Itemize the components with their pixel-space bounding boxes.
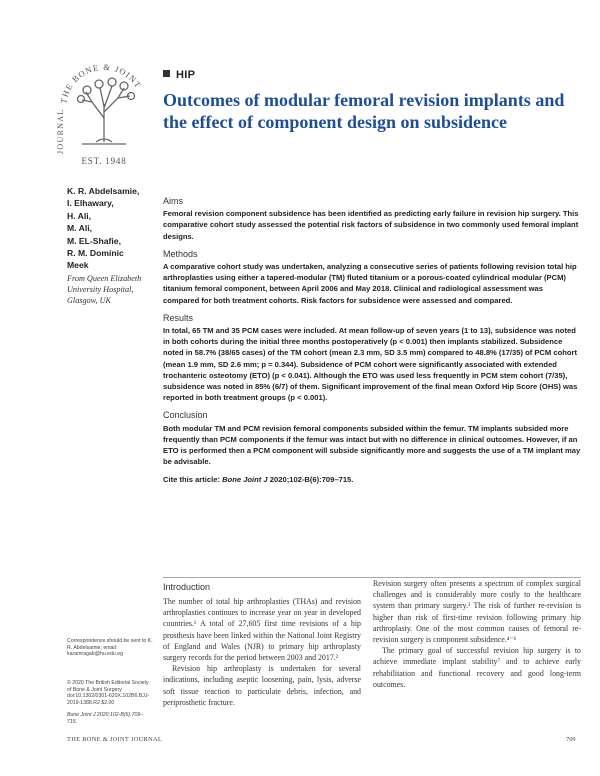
conclusion-text: Both modular TM and PCM revision femoral components subsided within the femur. TM implants subsided more frequently than PCM components if the femur was intact but with no difference in clinical outcomes. However, if an ETO is performed then a PCM component will subside significantly more and suggests the use of a TM implant may be advisable. [163, 423, 581, 467]
methods-heading: Methods [163, 248, 198, 259]
body-column-left [163, 596, 361, 708]
results-text: In total, 65 TM and 35 PCM cases were included. At mean follow-up of seven years (1 to 13), subsidence was noted in both cohorts during the initial three months postoperatively (p < 0.001) then implants stabilized. Subsidence noted in 58.7% (38/65 cases) of the TM cohort (mean 2.3 mm, SD 3.5 mm) compared to 48.8% (17/35) of PCM cohort (mean 1.9 mm, SD 2.6 mm; p = 0.344). Subsidence of PCM cohort were significantly associated with extended trochanteric osteotomy (ETO) (p < 0.041). Although the ETO was used less frequently in PCM stem cohort (7/35), subsidence was noted in 85% (6/7) of them. Significant improvement of the final mean Oxford Hip Score (OHS) was reported in both treatment groups (p < 0.001). [163, 326, 578, 403]
methods-text: A comparative cohort study was undertaken, analyzing a consecutive series of patients following revision total hip arthroplasties using either a tapered-modular (TM) fluted titanium or a porous-coated cylindrical modular (PCM) titanium femoral component, between April 2006 and May 2018. Clinical and radiological assessment was compared for both treatment cohorts. Risk factors for subsidence were assessed and compared. [163, 262, 577, 305]
seal-top-text: THE BONE & JOINT [58, 61, 144, 105]
footer-journal-name: THE BONE & JOINT JOURNAL [67, 736, 163, 743]
author: H. Ali, [67, 210, 92, 221]
cite-journal: Bone Joint J [222, 475, 268, 485]
seal-est-text: EST. 1948 [81, 156, 127, 166]
section-square-icon [163, 70, 170, 77]
author: R. M. Dominic [67, 248, 124, 259]
tree-icon [78, 78, 135, 144]
copyright-note: © 2020 The British Editorial Society of Bone & Joint Surgery doi:10.1302/0301-620X.102B6.BJJ-2019-1388.R2 $2.00 [67, 680, 150, 706]
svg-text:THE BONE & JOINT [58, 62, 144, 105]
aims-heading: Aims [163, 196, 183, 206]
author-list [67, 185, 162, 272]
aims-text: Femoral revision component subsidence has been identified as predicting early failure in revision hip surgery. This comparative cohort study assessed the potential risk factors of subsidence in two commonly used femoral implant designs. [163, 209, 579, 241]
cite-prefix: Cite this article: [163, 475, 220, 485]
author: M. EL-Shafie, [67, 235, 121, 246]
author: Meek [67, 260, 89, 271]
affiliation: From Queen Elizabeth University Hospital, Glasgow, UK [67, 274, 142, 306]
intro-paragraph-1: The number of total hip arthroplasties (THAs) and revision arthroplasties continues to increase year on year in developed countries.¹ A total of 27,605 first time revisions of a hip prosthesis have been linked within the National Joint Registry of England and Wales (NJR) to primary hip arthroplasty surgery records for the period between 2003 and 2017.² [163, 597, 361, 663]
journal-reference-note: Bone Joint J 2020;102-B(6):709–715. [67, 712, 144, 725]
section-label [163, 69, 195, 81]
cite-ref: 2020;102-B(6):709–715. [269, 475, 354, 485]
body-column-right [373, 578, 581, 690]
author: K. R. Abdelsamie, [67, 186, 140, 196]
citation [163, 474, 581, 485]
intro-paragraph-4: The primary goal of successful revision hip surgery is to achieve immediate implant stability⁷ and to achieve early rehabilitation and functional recovery and good long-term outcomes. [373, 646, 581, 689]
author: M. Ali, [67, 223, 92, 234]
results-heading: Results [163, 312, 194, 323]
page-number: 709 [566, 736, 576, 743]
introduction-heading: Introduction [163, 582, 211, 592]
intro-paragraph-3: Revision surgery often presents a spectrum of complex surgical challenges and is considerably more costly to the healthcare system than primary surgery.³ The risk of further re-revision is higher than risk of first-time revision following primary hip arthroplasty. One of the most common causes of femoral re-revision surgery is component subsidence.⁴⁻⁶ [373, 579, 581, 645]
correspondence-note: Correspondence should be sent to K. R. Abdelsamie; email: karamragab@hu.edu.eg [67, 638, 153, 658]
journal-seal-logo [52, 46, 156, 172]
seal-side-text: JOURNAL [56, 108, 65, 154]
abstract [163, 196, 581, 486]
author: I. Elhawary, [67, 198, 114, 209]
intro-paragraph-2: Revision hip arthroplasty is undertaken for several indications, including aseptic loosening, pain, lysis, adverse soft tissue reaction to particulate debris, infection, and periprosthetic fracture. [163, 664, 361, 707]
section-label-text: HIP [176, 69, 196, 81]
article-title: Outcomes of modular femoral revision implants and the effect of component design on subsidence [163, 90, 565, 132]
conclusion-heading: Conclusion [163, 410, 208, 421]
